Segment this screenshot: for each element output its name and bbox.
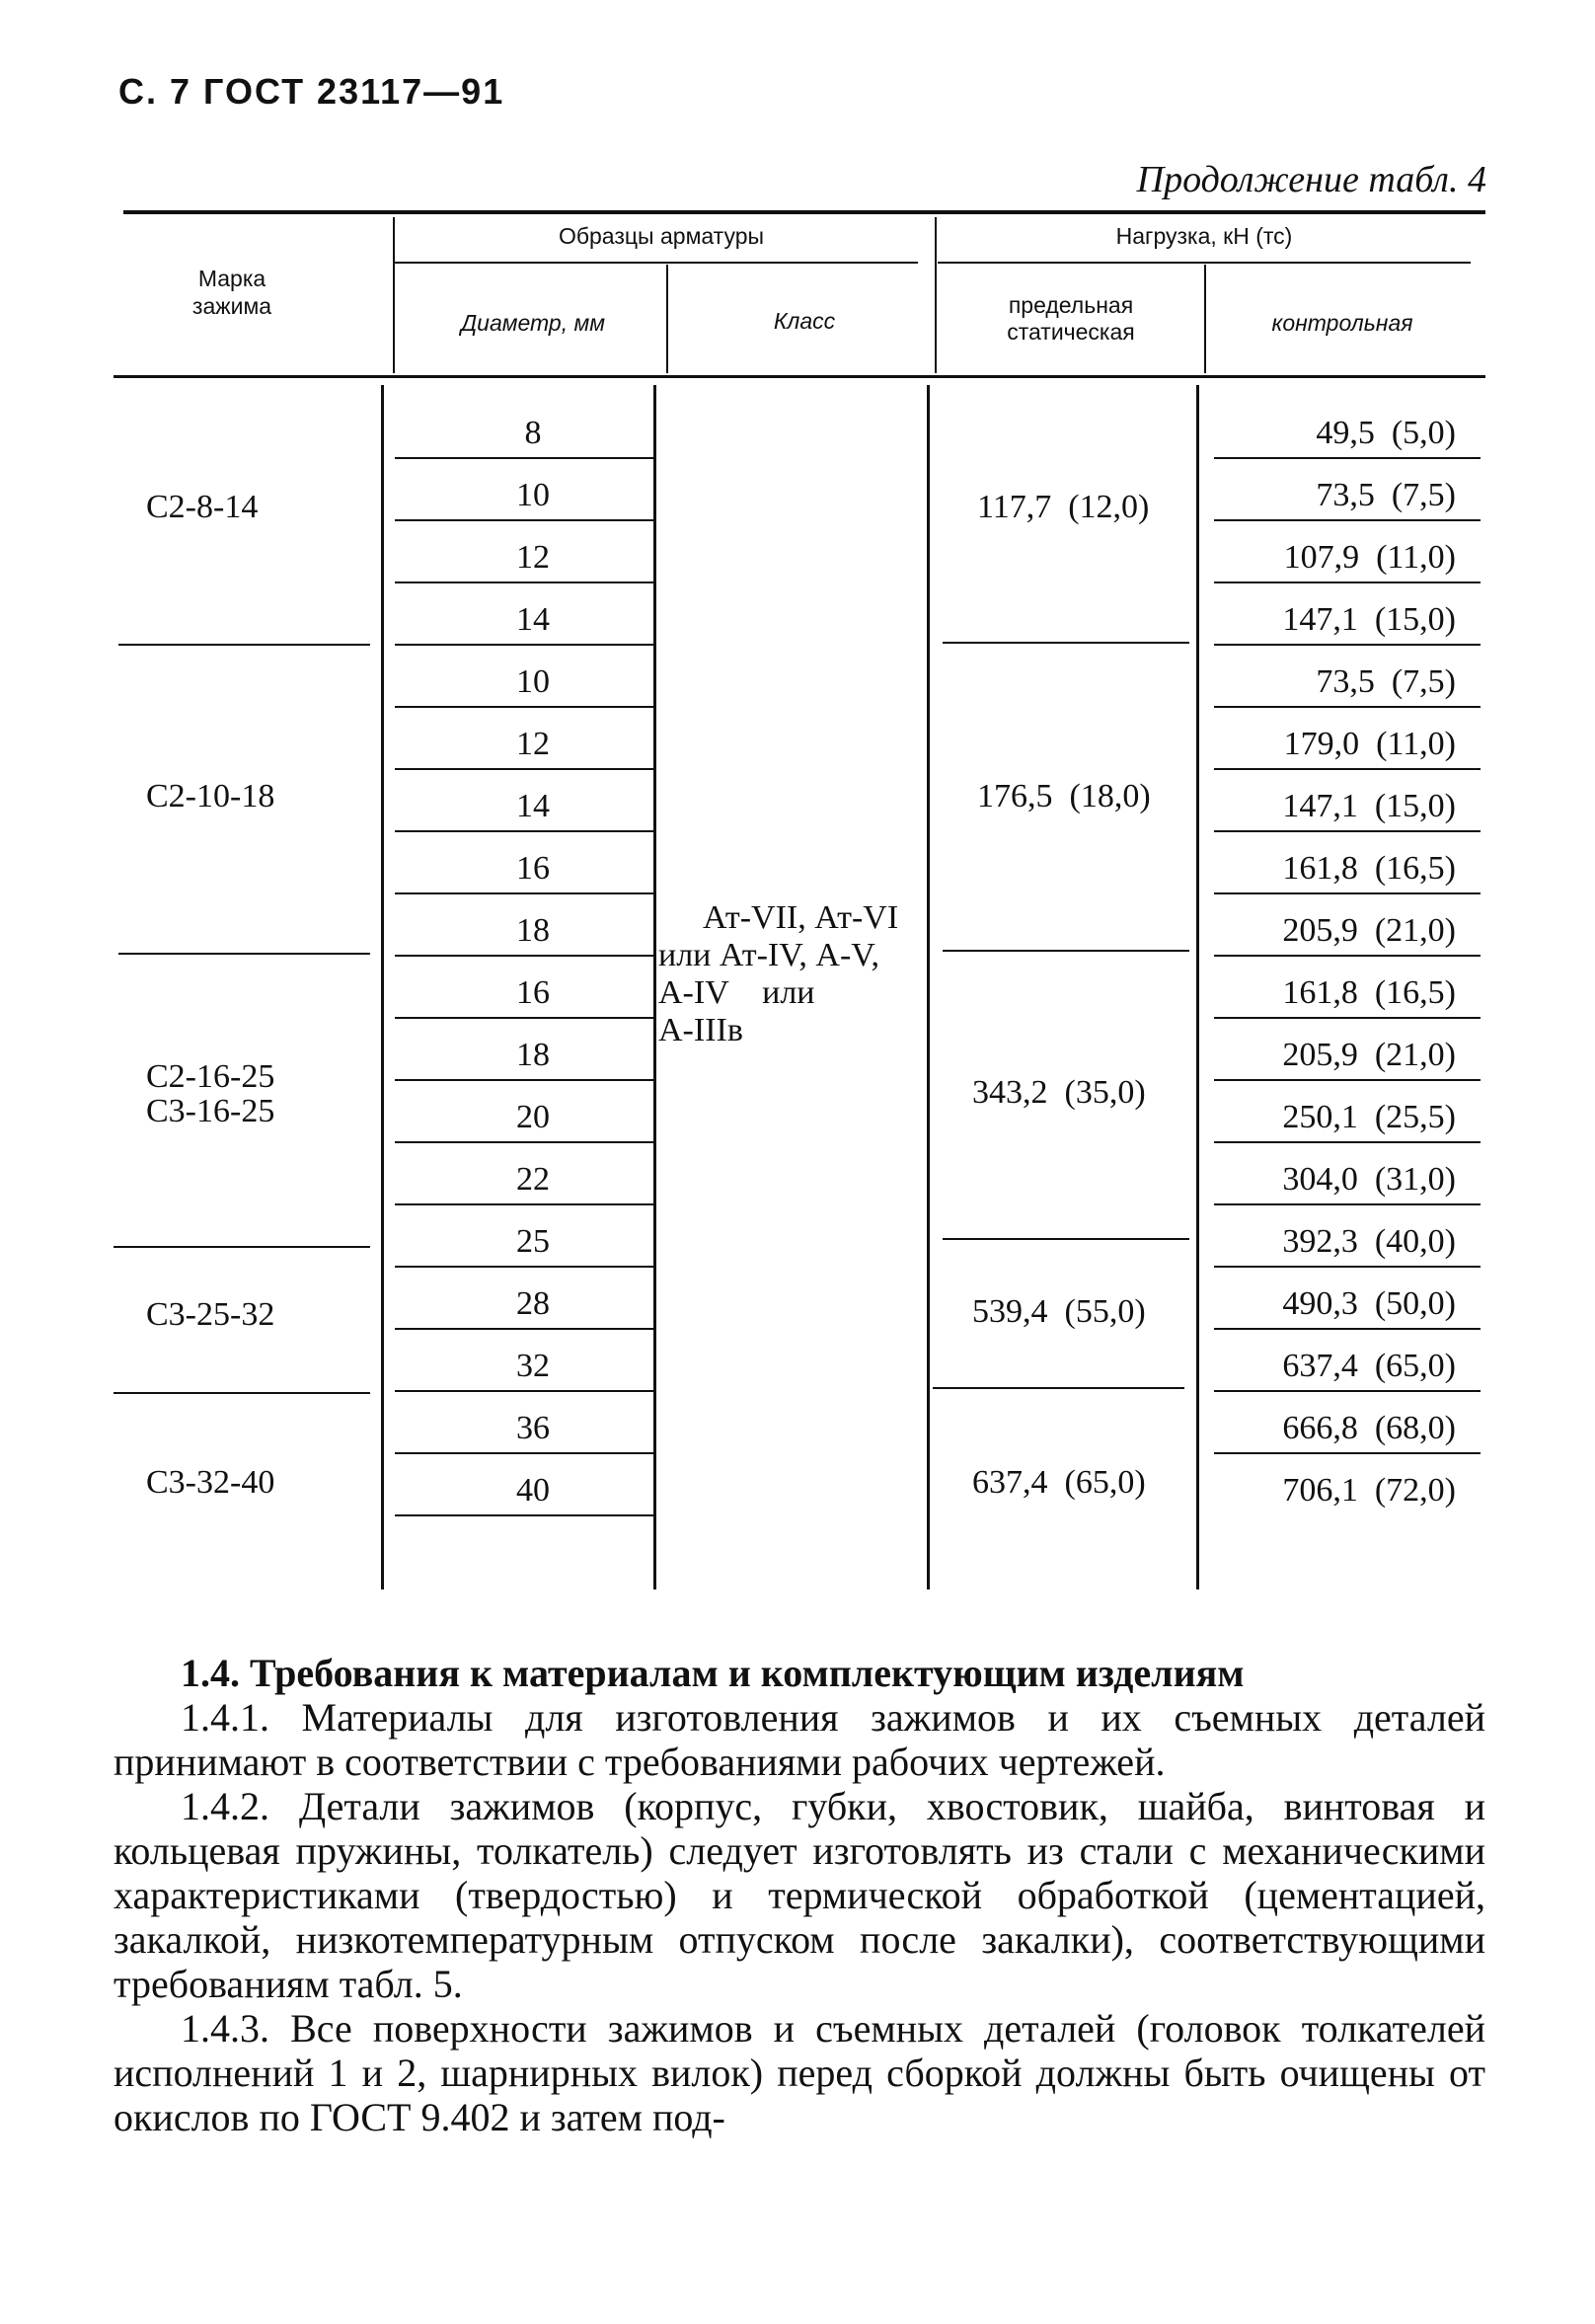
control-row-rule [1214,1141,1481,1143]
diameter-row-rule [395,1514,653,1516]
control-load-cell: 706,1 (72,0) [1282,1472,1456,1509]
mark-text: С3-25-32 [146,1296,275,1333]
mark-text: С2-8-14 [146,489,259,525]
header-vline-4 [1204,265,1206,373]
header-control: контрольная [1271,310,1413,336]
control-load-cell: 250,1 (25,5) [1282,1099,1456,1135]
diameter-row-rule [395,1328,653,1330]
control-load-cell: 161,8 (16,5) [1282,850,1456,887]
control-row-rule [1214,892,1481,894]
control-load-cell: 49,5 (5,0) [1316,415,1456,451]
control-load-cell: 73,5 (7,5) [1316,477,1456,513]
header-static-line-1: предельная [1008,292,1134,318]
diameter-row-rule [395,1452,653,1454]
control-load-cell: 147,1 (15,0) [1282,788,1456,824]
diameter-row-rule [395,1266,653,1268]
diameter-cell: 12 [516,726,550,762]
control-row-rule [1214,830,1481,832]
control-row-rule [1214,1017,1481,1019]
diameter-row-rule [395,1017,653,1019]
static-load-cell: 637,4 (65,0) [972,1464,1146,1501]
diameter-row-rule [395,457,653,459]
control-row-rule [1214,706,1481,708]
diameter-cell: 10 [516,663,550,700]
mark-text: С2-16-25 [146,1058,275,1095]
diameter-cell: 8 [524,415,542,451]
static-load-cell: 343,2 (35,0) [972,1074,1146,1111]
control-load-cell: 73,5 (7,5) [1316,663,1456,700]
diameter-row-rule [395,1203,653,1205]
control-load-cell: 304,0 (31,0) [1282,1161,1456,1198]
diameter-row-rule [395,955,653,957]
control-load-cell: 637,4 (65,0) [1282,1348,1456,1384]
control-load-cell: 179,0 (11,0) [1283,726,1456,762]
control-load-cell: 666,8 (68,0) [1282,1410,1456,1446]
control-row-rule [1214,644,1481,646]
control-load-cell: 205,9 (21,0) [1282,912,1456,949]
diameter-cell: 16 [516,850,550,887]
samples-group-rule [395,262,918,264]
section-text [114,1651,1485,2139]
control-row-rule [1214,1266,1481,1268]
control-load-cell: 392,3 (40,0) [1282,1223,1456,1260]
diameter-cell: 14 [516,788,550,824]
header-diameter: Диаметр, мм [460,310,606,336]
control-load-cell: 107,9 (11,0) [1283,539,1456,576]
header-vline-3 [935,217,937,373]
control-row-rule [1214,1452,1481,1454]
diameter-cell: 20 [516,1099,550,1135]
diameter-row-rule [395,581,653,583]
section-heading: 1.4. Требования к материалам и комплектующим изделиям [181,1651,1245,1695]
diameter-row-rule [395,644,653,646]
diameter-row-rule [395,519,653,521]
table-continuation-label: Продолжение табл. 4 [1136,159,1486,200]
class-line: А-IIIв [658,1012,743,1048]
static-load-cell: 539,4 (55,0) [972,1293,1146,1330]
mark-separator [114,1392,370,1394]
control-row-rule [1214,581,1481,583]
header-mark-line-2: зажима [191,293,272,319]
header-static-line-2: статическая [1007,319,1135,345]
control-row-rule [1214,1328,1481,1330]
control-row-rule [1214,955,1481,957]
diameter-row-rule [395,830,653,832]
mark-text: С2-10-18 [146,778,275,814]
diameter-cell: 36 [516,1410,550,1446]
paragraph-1-4-1: 1.4.1. Материалы для изготовления зажимов и их съемных деталей принимают в соответствии с требованиями рабочих чертежей. [114,1695,1485,1784]
static-separator [943,642,1189,644]
mark-separator [114,1246,370,1248]
header-bottom-rule [114,375,1485,378]
control-load-cell: 147,1 (15,0) [1282,601,1456,638]
static-separator [943,1238,1189,1240]
control-load-cell: 490,3 (50,0) [1282,1285,1456,1322]
class-line: Ат-VII, Ат-VI [703,899,899,936]
mark-text: С3-32-40 [146,1464,275,1501]
diameter-cell: 25 [516,1223,550,1260]
diameter-cell: 40 [516,1472,550,1509]
control-row-rule [1214,519,1481,521]
static-load-cell: 117,7 (12,0) [977,489,1150,525]
table-top-rule [123,210,1485,214]
mark-separator [118,644,370,646]
control-load-cell: 205,9 (21,0) [1282,1037,1456,1073]
diameter-cell: 18 [516,912,550,949]
static-separator [933,1387,1184,1389]
diameter-row-rule [395,892,653,894]
diameter-cell: 18 [516,1037,550,1073]
control-load-cell: 161,8 (16,5) [1282,974,1456,1011]
mark-separator [118,953,370,955]
header-mark-line-1: Марка [197,266,266,291]
paragraph-1-4-3: 1.4.3. Все поверхности зажимов и съемных деталей (головок толкателей исполнений 1 и 2, шарнирных вилок) перед сборкой должны быть очищены от окислов по ГОСТ 9.402 и затем под- [114,2006,1485,2139]
diameter-cell: 16 [516,974,550,1011]
header-class: Класс [773,308,836,334]
mark-text: С3-16-25 [146,1093,275,1129]
control-row-rule [1214,1079,1481,1081]
header-load-group: Нагрузка, кН (тс) [1115,223,1293,249]
header-vline-2 [666,265,668,373]
header-samples-group: Образцы арматуры [558,223,765,249]
page-header: С. 7 ГОСТ 23117—91 [118,71,505,112]
static-separator [943,950,1189,952]
static-load-cell: 176,5 (18,0) [977,778,1151,814]
control-row-rule [1214,457,1481,459]
header-vline-1 [393,217,395,373]
diameter-row-rule [395,706,653,708]
diameter-cell: 14 [516,601,550,638]
class-line: А-IV или [658,974,815,1011]
control-row-rule [1214,1390,1481,1392]
diameter-cell: 32 [516,1348,550,1384]
diameter-row-rule [395,1390,653,1392]
control-row-rule [1214,768,1481,770]
control-row-rule [1214,1203,1481,1205]
diameter-cell: 28 [516,1285,550,1322]
paragraph-1-4-2: 1.4.2. Детали зажимов (корпус, губки, хвостовик, шайба, винтовая и кольцевая пружины, толкатель) следует изготовлять из стали с механическими характеристиками (твердостью) и термической обработкой (цементацией, закалкой, низкотемпературным отпуском после закалки), соответствующими требованиям табл. 5. [114,1784,1485,2006]
diameter-cell: 12 [516,539,550,576]
diameter-cell: 10 [516,477,550,513]
diameter-row-rule [395,1079,653,1081]
class-line: или Ат-IV, А-V, [658,937,879,973]
diameter-row-rule [395,1141,653,1143]
diameter-row-rule [395,768,653,770]
body-vline-1 [381,385,384,1589]
diameter-cell: 22 [516,1161,550,1198]
body-vline-3 [927,385,930,1589]
load-group-rule [938,262,1471,264]
